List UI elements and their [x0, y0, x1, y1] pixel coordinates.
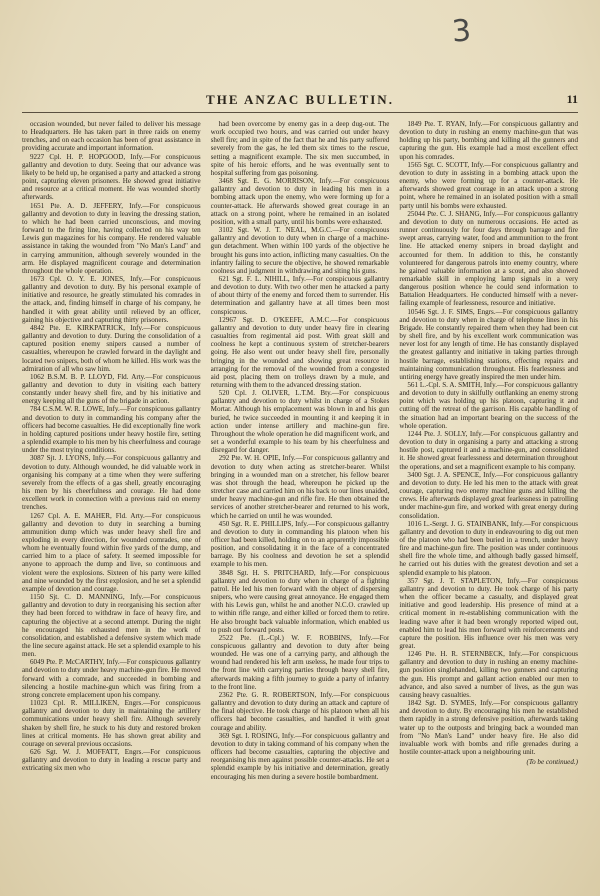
citation-paragraph: 10546 Sgt. J. F. SIMS, Engrs.—For conspicuous gallantry and devotion to duty when in charge of telephone lines in his Brigade. He constantly repaired them when they had been cut by shell fire, and by his excellent work communication was never lost for any length of time. He has constantly displayed the greatest gallantry and initiative in taking parties through hostile barrage, establishing stations, effecting repairs and maintaining communication throughout. His fearlessness and untiring energy have greatly inspired the men under him. [399, 307, 579, 381]
citation-paragraph: 1246 Pte. H. R. STERNBECK, Infy.—For conspicuous gallantry and devotion to duty in rushing an enemy machine-gun position singlehanded, killing two gunners and capturing the gun. His prompt and gallant action enabled our men to advance, and also saved a number of lives, as the gun was causing heavy casualties. [399, 650, 579, 699]
publication-title: THE ANZAC BULLETIN. [206, 92, 394, 107]
citation-paragraph: 3087 Sjt. J. LYONS, Infy.—For conspicuous gallantry and devotion to duty. Although wounded, he did valuable work in organising his company at a time when they were suffering severely from the effects of a gas shell, greatly encouraging his men by his cheerfulness and courage. He had done excellent work in connection with a previous raid on enemy trenches. [22, 454, 201, 512]
citation-paragraph: 1842 Sgt. D. SYMES, Infy.—For conspicuous gallantry and devotion to duty. By encouraging his men he established them rapidly in a strong defensive position, afterwards taking water up to the outposts and bringing back a wounded man from "No Man's Land" under heavy fire. He also did invaluable work with bombs and rifle grenades during a hostile counter-attack upon a neighbouring unit. [399, 699, 579, 757]
citation-paragraph: 1651 Pte. A. D. JEFFERY, Infy.—For conspicuous gallantry and devotion to duty in leaving the dressing station, to which he had been carried unconscious, and moving forward to the firing line, having collected on his way ten Lewis gun magazines for his company. He rendered valuable assistance in taking the wounded from "No Man's Land" and in carrying ammunition, although severely wounded in the arm. He displayed magnificent courage and determination throughout the whole operation. [22, 201, 201, 275]
citation-paragraph: 1244 Pte. J. SOLLY, Infy.—For conspicuous gallantry and devotion to duty in organising a party and attacking a strong hostile post, captured it and a machine-gun, and consolidated it. He showed great fearlessness and determination throughout the operations, and set a magnificent example to his company. [399, 429, 579, 471]
citation-paragraph: 1565 Sgt. C. SCOTT, Infy.—For conspicuous gallantry and devotion to duty in assisting in a bombing attack upon the enemy, who were forming up for a counter-attack. He afterwards showed great courage in an attack upon a strong point, where he remained in an isolated position with a small party until his bombs were exhausted. [399, 160, 579, 210]
citation-paragraph: 1016 L.-Sergt. J. G. STAINBANK, Infy.—For conspicuous gallantry and devotion to duty in endeavouring to dig out men of the platoon who had been buried in a trench, under heavy fire and machine-gun fire. The position was under continuous shell fire the whole time, and although badly gassed himself, he carried out his duties with the greatest devotion and set a splendid example to his platoon. [399, 519, 579, 577]
citation-paragraph: 1267 Cpl. A. E. MAHER, Fld. Arty.—For conspicuous gallantry and devotion to duty in searching a burning ammunition dump which was under heavy shell fire and exploding in every direction, for wounded comrades, one of whom he eventually found within five yards of the dump, and carried him to a place of safety. It seemed impossible for anyone to approach the dump and live, so continuous and violent were the explosions. Sixteen of his party were killed and nine wounded by the first explosion, and he set a splendid example of devotion and courage. [22, 511, 201, 593]
continued-note: (To be continued.) [526, 758, 579, 767]
citation-paragraph: 3848 Sgt. H. S. PRITCHARD, Infy.—For conspicuous gallantry and devotion to duty when in charge of a fighting patrol. He led his men forward with the object of dispersing snipers, who were causing great annoyance. He engaged them with his Lewis gun, whilst he and another N.C.O. crawled up to within rifle range, and either killed or forced them to retire. He also brought back valuable information, which enabled us to push out forward posts. [210, 568, 390, 634]
citation-paragraph: 1849 Pte. T. RYAN, Infy.—For conspicuous gallantry and devotion to duty in rushing an enemy machine-gun that was holding up his party, bombing and killing all the gunners and capturing the gun. His example had a most excellent effect upon his comrades. [399, 120, 579, 161]
citation-paragraph: had been overcome by enemy gas in a deep dug-out. The work occupied two hours, and was carried out under heavy shell fire; and in spite of the fact that he and his party suffered severely from the gas, he led them six times to the rescue, setting a magnificent example. The six men succumbed, in spite of his heroic efforts, and he was eventually sent to hospital suffering from gas poisoning. [210, 120, 390, 177]
citation-paragraph: 1062 B.S.M. B. P. LLOYD, Fld. Arty.—For conspicuous gallantry and devotion to duty in visiting each battery constantly under heavy shell fire, and by his initiative and energy keeping all the guns of the brigade in action. [22, 372, 201, 406]
citation-paragraph: 561 L.-Cpl. S. A. SMITH, Infy.—For conspicuous gallantry and devotion to duty in skilfully outflanking an enemy strong point which was holding up his platoon, capturing it and cutting off the retreat of the garrison. His capable handling of the situation had an important bearing on the success of the whole operation. [399, 381, 579, 430]
citation-paragraph: 4842 Pte. E. KIRKPATRICK, Infy.—For conspicuous gallantry and devotion to duty. During the consolidation of a captured position enemy snipers caused a number of casualties, whereupon he crawled forward in the daylight and located two snipers, both of whom he killed. His work was the admiration of all who saw him. [22, 323, 201, 373]
column-1 [22, 120, 201, 880]
citation-paragraph: 2522 Pte. (L.-Cpl.) W. F. ROBBINS, Infy.—For conspicuous gallantry and devotion to duty after being wounded. He was one of a carrying party, and although the wound had rendered his left arm useless, he made four trips to the front line with carrying parties through heavy shell fire, afterwards making a fifth journey to guide a party of infantry to the front line. [210, 633, 390, 691]
citation-paragraph: 11023 Cpl. R. MILLIKEN, Engrs.—For conspicuous gallantry and devotion to duty in maintaining the artillery communications under heavy shell fire. Although severely shaken by shell fire, he stuck to his duty and restored broken lines at critical moments. He has shown great ability and courage on several previous occasions. [22, 699, 201, 748]
citation-paragraph: 3468 Sgt. E. G. MORRISON, Infy.—For conspicuous gallantry and devotion to duty in leading his men in a bombing attack upon the enemy, who were forming up for a counter-attack. He afterwards showed great courage in an attack on a strong point, where he remained in an isolated position, with a small party, until his bombs were exhausted. [210, 177, 390, 226]
citation-paragraph: 369 Sgt. I. ROSING, Infy.—For conspicuous gallantry and devotion to duty in taking command of his company when the officers had become casualties, capturing the objective and reorganising his men against possible counter-attacks. He set a splendid example by his initiative and determination, greatly encouraging his men during a severe hostile bombardment. [210, 731, 390, 781]
citation-paragraph: 25044 Pte. C. J. SHANG, Infy.—For conspicuous gallantry and devotion to duty on numerous occasions. He acted as runner continuously for four days through barrage and fire swept areas, carrying water, food and ammunition to the front line. He attacked enemy snipers in broad daylight and accounted for them. In addition to this, he constantly volunteered for dangerous patrols into enemy country, where he gained valuable information at a scout, and also showed remarkable skill in employing lamp signals in a very dangerous position whence he could send information to Battalion Headquarters. He conducted himself with a never-failing example of fearlessness, resource and initiative. [399, 209, 579, 308]
citation-paragraph: 784 C.S.M. W. R. LOWE, Infy.—For conspicuous gallantry and devotion to duty in commanding his company after the officers had become casualties. He did exceptionally fine work in holding captured positions under heavy hostile fire, setting a splendid example to his men by his cheerfulness and courage under the most trying conditions. [22, 405, 201, 455]
citation-paragraph: 12967 Sgt. D. O'KEEFE, A.M.C.—For conspicuous gallantry and devotion to duty under heavy fire in clearing casualties from regimental aid post. With great skill and coolness he kept a continuous system of stretcher-bearers going. He also went out under heavy shell fire, personally bringing in the wounded and showing great resource in arranging for the removal of the wounded from a congested aid post, placing them on trolleys drawn by a mule, and returning with them to the advanced dressing station. [210, 315, 390, 389]
citation-paragraph: 520 Cpl. J. OLIVER, L.T.M. Bty.—For conspicuous gallantry and devotion to duty whilst in charge of a Stokes Mortar. Although his emplacement was blown in and his gun buried, he twice succeeded in mounting it and keeping it in action under intense artillery and machine-gun fire. Throughout the whole operation he did magnificent work, and set a wonderful example to his team by his cheerfulness and disregard for danger. [210, 389, 390, 455]
citation-paragraph: 2362 Pte. G. R. ROBERTSON, Infy.—For conspicuous gallantry and devotion to duty during an attack and capture of the final objective. He took charge of his platoon when all his officers had become casualties, and handled it with great courage and ability. [210, 690, 390, 732]
citation-paragraph: 1150 Sjt. C. D. MANNING, Infy.—For conspicuous gallantry and devotion to duty in reorganising his section after they had been forced to withdraw in face of heavy fire, and capturing the objective at a second attempt. During the night he encouraged his exhausted men in the work of consolidation, and established a defensive system which made the line secure against attack. He set a splendid example to his men. [22, 593, 201, 659]
citation-paragraph: 621 Sgt. F. L. NIHILL, Infy.—For conspicuous gallantry and devotion to duty. With two other men he attacked a party of about thirty of the enemy and forced them to surrender. His determination and gallantry have at all times been most conspicuous. [210, 274, 390, 316]
citation-paragraph: 3102 Sgt. W. J. T. NEAL, M.G.C.—For conspicuous gallantry and devotion to duty when in charge of a machine-gun detachment. When within 100 yards of the objective he brought his guns into action, inflicting many casualties. On the infantry failing to secure the objective, he showed remarkable coolness and judgment in withdrawing and siting his guns. [210, 226, 390, 275]
citation-paragraph: 450 Sgt. R. E. PHILLIPS, Infy.—For conspicuous gallantry and devotion to duty in commanding his platoon when his officer had been killed, holding on to an apparently impossible position, and consolidating it in the face of a concentrated barrage. By his coolness and devotion he set a splendid example to his men. [210, 519, 390, 569]
citation-paragraph: 3400 Sgt. J. A. SPENCE, Infy.—For conspicuous gallantry and devotion to duty. He led his men to the attack with great courage, capturing two enemy machine guns and killing the crews. He afterwards displayed great fearlessness in patrolling under machine-gun fire, and worked with great energy during consolidation. [399, 470, 579, 520]
handwritten-page-mark: 3 [450, 13, 473, 50]
citation-paragraph: 9227 Cpl. H. P. HOPGOOD, Infy.—For conspicuous gallantry and devotion to duty. Seeing that our advance was likely to be held up, he organised a party and attacked a strong point, capturing eleven prisoners. He showed great initiative and resource at a critical moment. He was wounded shortly afterwards. [22, 152, 201, 202]
citation-paragraph: 292 Pte. W. H. OPIE, Infy.—For conspicuous gallantry and devotion to duty when acting as stretcher-bearer. Whilst bringing in a wounded man on a stretcher, his fellow bearer was shot through the head, whereupon he picked up the stretcher case and carried him on his back to our lines unaided, under heavy machine-gun and rifle fire. He then obtained the services of another stretcher-bearer and returned to his work, which he carried on until he was wounded. [210, 454, 390, 520]
citation-paragraph: 6049 Pte. P. McCARTHY, Infy.—For conspicuous gallantry and devotion to duty under heavy machine-gun fire. He moved forward with a comrade, and succeeded in bombing and silencing a hostile machine-gun which was firing from a strong concrete emplacement upon his company. [22, 658, 201, 699]
citation-paragraph: occasion wounded, but never failed to deliver his message to Headquarters. He has taken part in three raids on enemy trenches, and on each occasion has been of great assistance in providing accurate and important information. [22, 120, 201, 153]
page-number: 11 [566, 92, 578, 106]
column-2 [211, 120, 390, 880]
column-3 [399, 120, 578, 880]
citation-paragraph: 1673 Cpl. O. Y. E. JONES, Infy.—For conspicuous gallantry and devotion to duty. By his personal example of initiative and resource, he greatly stimulated his comrades in the attack, and, finding himself in charge of his company, he handled it with great ability until relieved by an officer, gaining his objective and capturing thirty prisoners. [22, 274, 201, 324]
article-columns [22, 120, 578, 880]
page-header [22, 88, 578, 113]
citation-paragraph: 357 Sgt. J. T. STAPLETON, Infy.—For conspicuous gallantry and devotion to duty. He took charge of his party when the officer became a casualty, and displayed great initiative and good leadership. His presence of mind at a critical moment in re-establishing communication with the leading wave after it had been wrongly reported wiped out, enabled him to lead his men forward with reinforcements and capture the position. His influence over his men was very great. [399, 576, 579, 650]
citation-paragraph: 626 Sgt. W. J. MOFFATT, Engrs.—For conspicuous gallantry and devotion to duty in leading a rescue party and extricating six men who [22, 748, 201, 773]
